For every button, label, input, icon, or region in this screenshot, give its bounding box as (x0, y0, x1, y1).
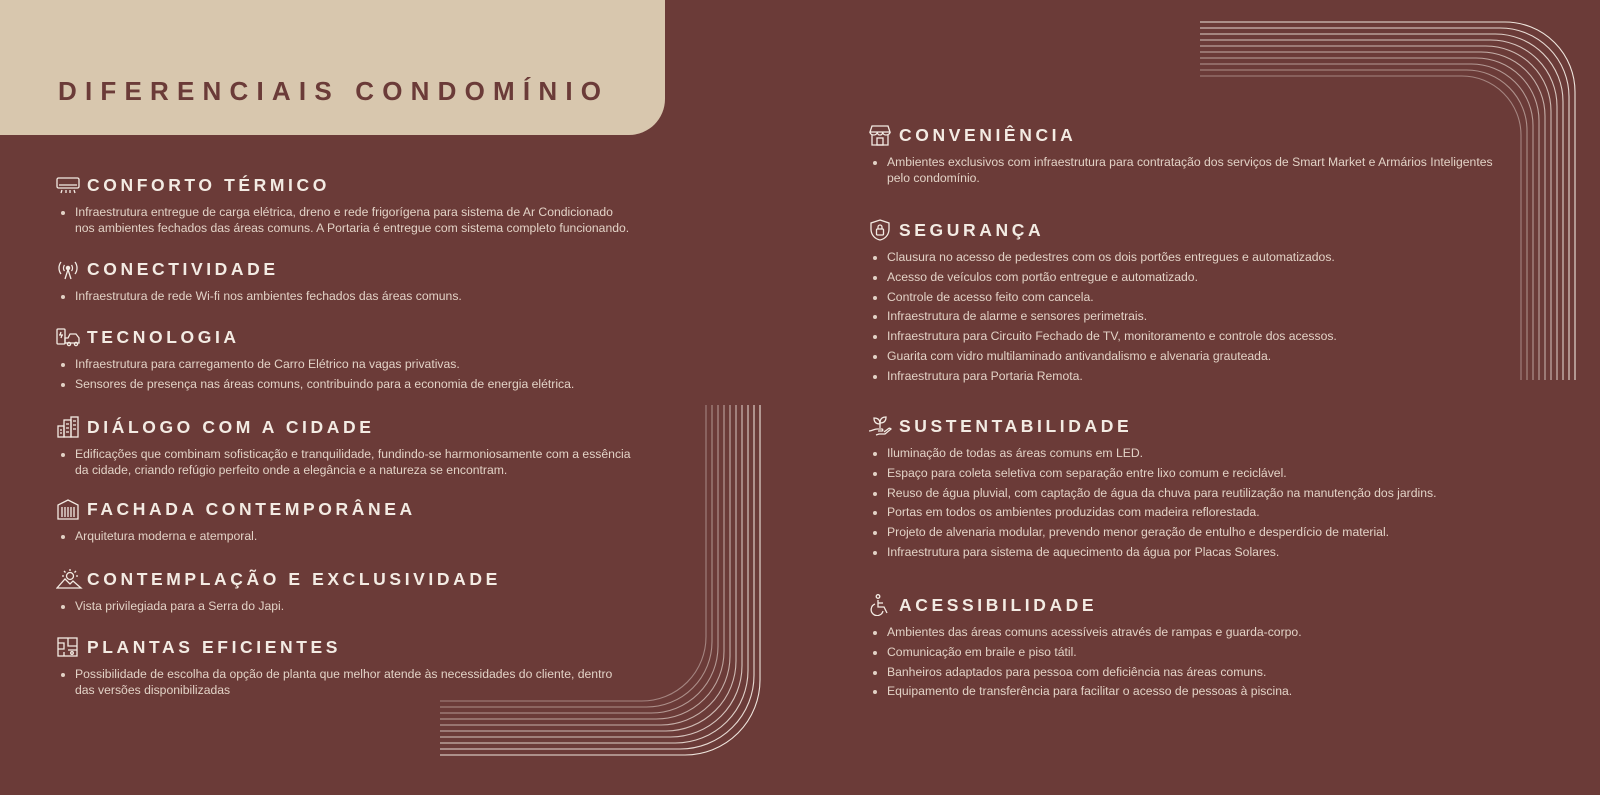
bullet-list (56, 205, 635, 236)
section-title: PLANTAS EFICIENTES (87, 636, 342, 657)
list-item: Infraestrutura para sistema de aquecimento da água por Placas Solares. (868, 545, 1436, 561)
bullet-list (868, 250, 1337, 384)
title-band (0, 0, 665, 135)
air-conditioner-icon (56, 174, 80, 196)
section-header (868, 592, 1302, 618)
city-buildings-icon (56, 416, 80, 438)
section-title: CONFORTO TÉRMICO (87, 174, 330, 195)
section-title: DIÁLOGO COM A CIDADE (87, 416, 375, 437)
hand-plant-icon (868, 415, 892, 437)
floor-plan-icon (56, 636, 80, 658)
section-title: TECNOLOGIA (87, 326, 240, 347)
section-header (868, 122, 1508, 148)
list-item: Portas em todos os ambientes produzidas com madeira reflorestada. (868, 505, 1436, 521)
list-item: Clausura no acesso de pedestres com os dois portões entregues e automatizados. (868, 250, 1337, 266)
shield-lock-icon (868, 219, 892, 241)
section-title: CONVENIÊNCIA (899, 124, 1077, 145)
building-facade-icon (56, 498, 80, 520)
list-item: Vista privilegiada para a Serra do Japi. (56, 599, 635, 615)
section-sustentabilidade (868, 413, 1436, 565)
list-item: Equipamento de transferência para facilitar o acesso de pessoas à piscina. (868, 684, 1302, 700)
list-item: Acesso de veículos com portão entregue e automatizado. (868, 270, 1337, 286)
section-fachada-contemporanea (56, 496, 635, 549)
section-conveniencia (868, 122, 1508, 190)
list-item: Sensores de presença nas áreas comuns, contribuindo para a economia de energia elétrica. (56, 377, 635, 393)
list-item: Infraestrutura para Circuito Fechado de TV, monitoramento e controle dos acessos. (868, 329, 1337, 345)
section-acessibilidade (868, 592, 1302, 704)
list-item: Espaço para coleta seletiva com separação entre lixo comum e reciclável. (868, 466, 1436, 482)
bullet-list (56, 289, 635, 305)
bullet-list (56, 357, 635, 392)
section-header (56, 324, 635, 350)
electric-car-icon (56, 326, 80, 348)
bullet-list (56, 447, 635, 478)
section-title: CONECTIVIDADE (87, 258, 279, 279)
list-item: Arquitetura moderna e atemporal. (56, 529, 635, 545)
bullet-list (56, 667, 635, 698)
list-item: Infraestrutura de rede Wi-fi nos ambientes fechados das áreas comuns. (56, 289, 635, 305)
store-icon (868, 124, 892, 146)
list-item: Reuso de água pluvial, com captação de água da chuva para reutilização na manutenção dos jardins. (868, 486, 1436, 502)
section-header (868, 217, 1337, 243)
list-item: Controle de acesso feito com cancela. (868, 290, 1337, 306)
section-contemplacao-e-exclusividade (56, 566, 635, 619)
bullet-list (56, 529, 635, 545)
wifi-antenna-icon (56, 258, 80, 280)
section-title: ACESSIBILIDADE (899, 594, 1098, 615)
section-plantas-eficientes (56, 634, 635, 702)
page-title: DIFERENCIAIS CONDOMÍNIO (58, 76, 610, 106)
list-item: Ambientes exclusivos com infraestrutura para contratação dos serviços de Smart Market e Armários Inteligentes pelo condomínio. (868, 155, 1508, 186)
section-tecnologia (56, 324, 635, 397)
section-header (56, 414, 635, 440)
section-title: SEGURANÇA (899, 219, 1045, 240)
section-header (56, 172, 635, 198)
section-dialogo-com-a-cidade (56, 414, 635, 482)
section-conectividade (56, 256, 635, 309)
section-seguranca (868, 217, 1337, 389)
bullet-list (868, 446, 1436, 560)
list-item: Infraestrutura para Portaria Remota. (868, 369, 1337, 385)
list-item: Guarita com vidro multilaminado antivandalismo e alvenaria grauteada. (868, 349, 1337, 365)
list-item: Projeto de alvenaria modular, prevendo menor geração de entulho e desperdício de material. (868, 525, 1436, 541)
bullet-list (56, 599, 635, 615)
section-title: SUSTENTABILIDADE (899, 415, 1133, 436)
list-item: Infraestrutura de alarme e sensores perimetrais. (868, 309, 1337, 325)
section-header (56, 566, 635, 592)
section-header (56, 496, 635, 522)
section-conforto-termico (56, 172, 635, 240)
list-item: Banheiros adaptados para pessoa com deficiência nas áreas comuns. (868, 665, 1302, 681)
section-header (868, 413, 1436, 439)
list-item: Edificações que combinam sofisticação e tranquilidade, fundindo-se harmoniosamente com a essência da cidade, criando refúgio perfeito onde a elegância e a natureza se encontram. (56, 447, 635, 478)
list-item: Comunicação em braile e piso tátil. (868, 645, 1302, 661)
bullet-list (868, 625, 1302, 700)
section-header (56, 634, 635, 660)
section-title: FACHADA CONTEMPORÂNEA (87, 498, 416, 519)
list-item: Possibilidade de escolha da opção de planta que melhor atende às necessidades do cliente, dentro das versões disponibilizadas (56, 667, 635, 698)
list-item: Iluminação de todas as áreas comuns em LED. (868, 446, 1436, 462)
wheelchair-icon (868, 594, 892, 616)
list-item: Infraestrutura para carregamento de Carro Elétrico na vagas privativas. (56, 357, 635, 373)
mountain-sun-icon (56, 568, 80, 590)
bullet-list (868, 155, 1508, 186)
section-header (56, 256, 635, 282)
list-item: Infraestrutura entregue de carga elétrica, dreno e rede frigorígena para sistema de Ar Condicionado nos ambientes fechados das áreas comuns. A Portaria é entregue com sistema completo funcionando. (56, 205, 635, 236)
section-title: CONTEMPLAÇÃO E EXCLUSIVIDADE (87, 568, 501, 589)
list-item: Ambientes das áreas comuns acessíveis através de rampas e guarda-corpo. (868, 625, 1302, 641)
